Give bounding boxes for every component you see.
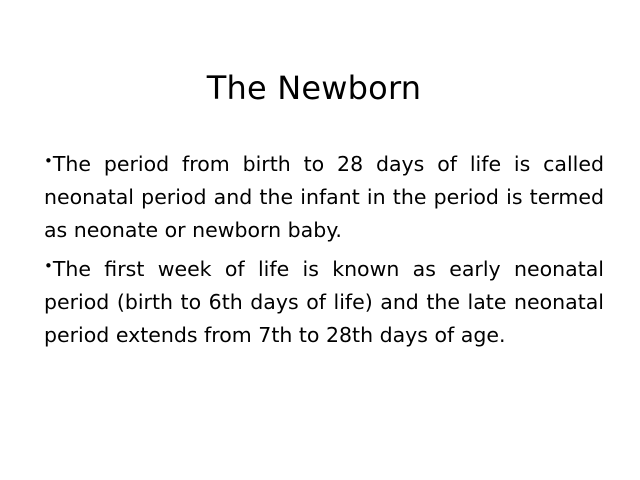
bullet-text: The period from birth to 28 days of life is called neonatal period and the infant in the period is termed as neonate or newborn baby. (44, 152, 604, 242)
bullet-item-early-late-neonatal (44, 253, 604, 352)
bullet-text: The first week of life is known as early neonatal period (birth to 6th days of life) and the late neonatal period extends from 7th to 28th days of age. (44, 257, 604, 347)
bullet-icon: • (44, 257, 53, 275)
bullet-list (44, 148, 604, 358)
bullet-item-neonatal-period (44, 148, 604, 247)
slide-title: The Newborn (206, 69, 422, 107)
bullet-icon: • (44, 152, 53, 170)
